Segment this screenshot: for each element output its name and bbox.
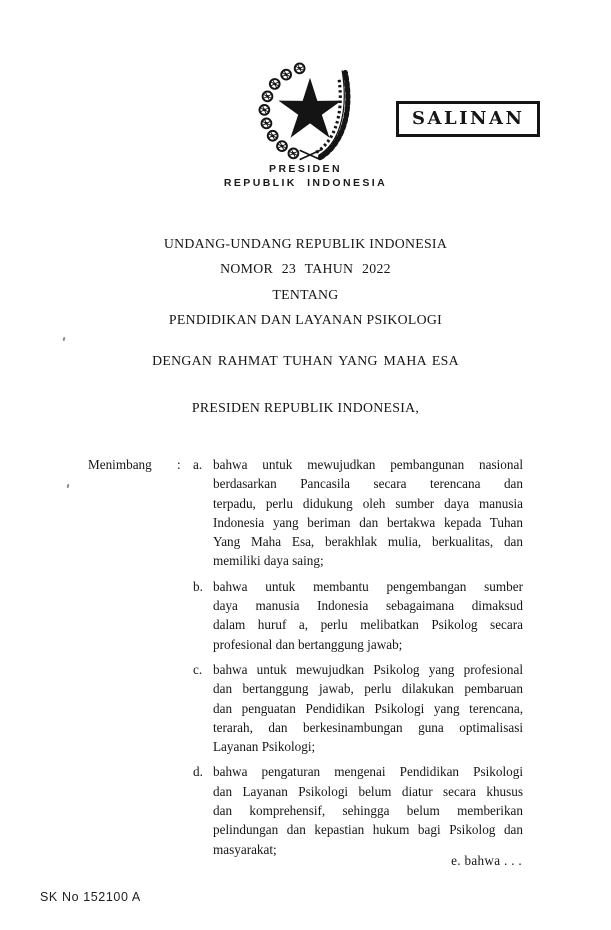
considerations-colon: : — [177, 457, 181, 472]
considerations-list — [193, 455, 523, 859]
text-line: Yang Maha Esa, berakhlak mulia, berkualitas, dan — [213, 534, 523, 550]
text-line: dan penguatan Pendidikan Psikologi yang terencana, — [213, 700, 523, 716]
text-line: profesional dan bertanggung jawab; — [213, 636, 403, 652]
sk-number-footer: SK No 152100 A — [40, 890, 141, 904]
consideration-item — [193, 577, 523, 654]
title-line-4: PENDIDIKAN DAN LAYANAN PSIKOLOGI — [168, 311, 443, 327]
text-line: daya manusia Indonesia sebagaimana dimaksud — [213, 598, 523, 614]
salinan-stamp: SALINAN — [396, 101, 540, 137]
invocation-line: DENGAN RAHMAT TUHAN YANG MAHA ESA — [152, 353, 459, 368]
consideration-item — [193, 762, 523, 858]
text-line: dan Layanan Psikologi belum diatur secara khusus — [213, 783, 523, 799]
text-line: dalam huruf a, perlu melibatkan Psikolog secara — [213, 617, 523, 633]
law-title-block — [0, 231, 611, 332]
text-line: Layanan Psikologi; — [213, 739, 316, 755]
consideration-item — [193, 660, 523, 756]
consideration-item — [193, 455, 523, 571]
text-line: terarah, dan berkesinambungan guna optimalisasi — [213, 719, 523, 735]
considerations-section — [88, 455, 523, 859]
institution-heading — [0, 163, 611, 190]
considerations-label: Menimbang — [88, 457, 152, 472]
institution-line-presiden: PRESIDEN — [269, 163, 342, 175]
item-lines — [213, 660, 523, 756]
catchword-next-page: e. bahwa . . . — [451, 853, 522, 868]
text-line: bahwa untuk mewujudkan Psikolog yang profesional — [213, 661, 523, 677]
item-marker: a. — [193, 457, 203, 472]
text-line: masyarakat; — [213, 841, 277, 857]
text-line: dan bertanggung jawab, perlu dilakukan pembaruan — [213, 681, 523, 697]
title-line-1: UNDANG-UNDANG REPUBLIK INDONESIA — [163, 236, 448, 251]
text-line: bahwa untuk membantu pengembangan sumber — [213, 578, 523, 594]
institution-line-republik: REPUBLIK INDONESIA — [223, 176, 388, 189]
text-line: bahwa pengaturan mengenai Pendidikan Psikologi — [213, 764, 523, 780]
presidential-star-wreath-emblem-icon — [254, 62, 366, 166]
title-line-3: TENTANG — [272, 286, 339, 302]
item-marker: d. — [193, 764, 203, 780]
item-lines — [213, 577, 523, 654]
item-marker: b. — [193, 578, 203, 594]
item-lines — [213, 762, 523, 858]
text-line: berdasarkan Pancasila secara terencana dan — [213, 476, 523, 492]
emblem-svg — [254, 62, 366, 166]
text-line: terpadu, perlu didukung oleh sumber daya manusia — [213, 495, 523, 511]
scan-speck — [63, 337, 66, 341]
text-line: memiliki daya saing; — [213, 553, 324, 569]
text-line: dan komprehensif, sehingga belum memberikan — [213, 803, 523, 819]
text-line: pelindungan dan kepastian hukum bagi Psikolog dan — [213, 822, 523, 838]
scan-speck — [67, 484, 70, 488]
item-lines — [213, 455, 523, 571]
title-line-2: NOMOR 23 TAHUN 2022 — [220, 261, 391, 277]
text-line: Indonesia yang beriman dan bertakwa kepada Tuhan — [213, 514, 523, 530]
text-line: bahwa untuk mewujudkan pembangunan nasional — [213, 457, 523, 472]
item-marker: c. — [193, 661, 203, 677]
authority-line: PRESIDEN REPUBLIK INDONESIA, — [191, 400, 420, 415]
